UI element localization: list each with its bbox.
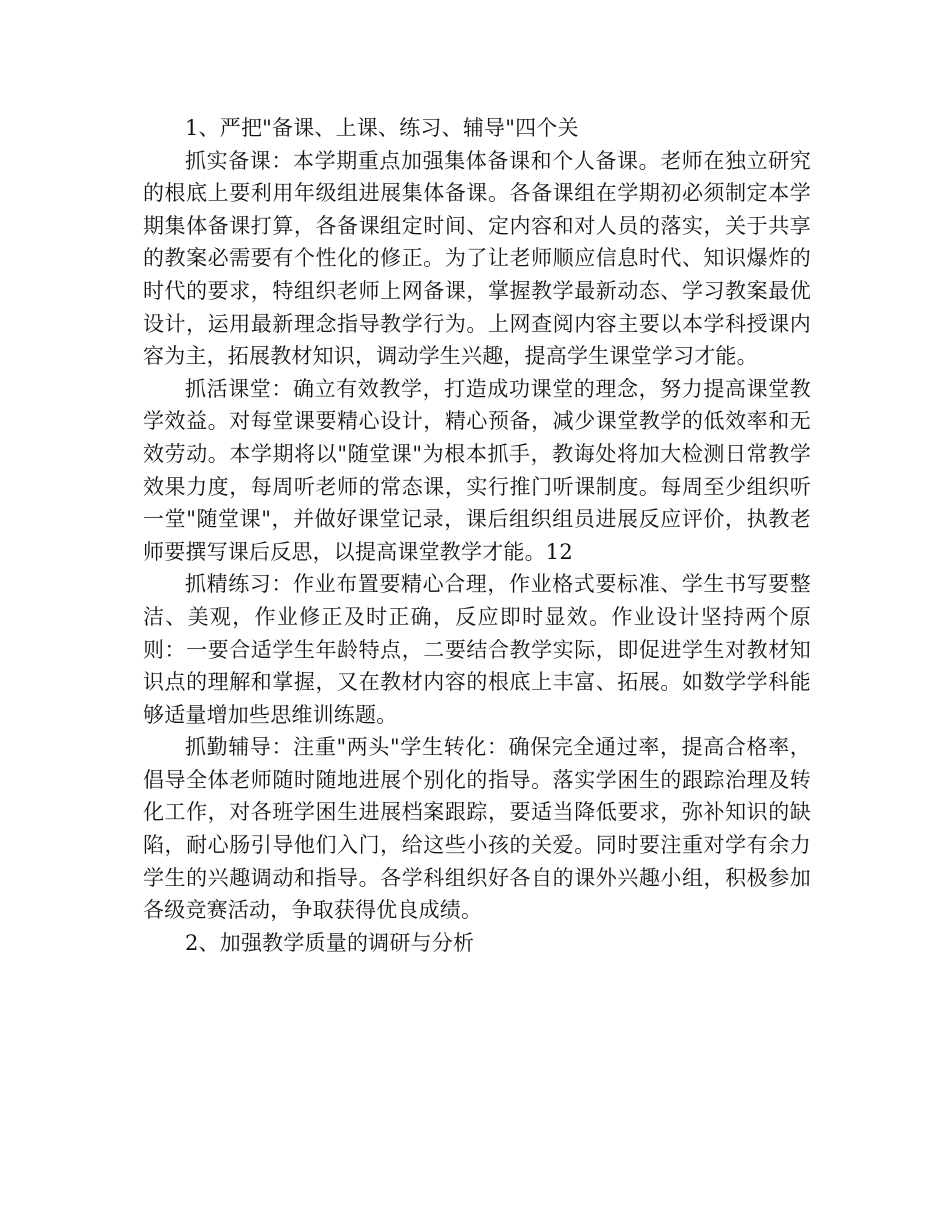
document-body [143, 112, 811, 959]
section-heading-2: 2、加强教学质量的调研与分析 [185, 930, 475, 955]
paragraph-tutoring: 抓勤辅导：注重"两头"学生转化：确保完全通过率，提高合格率，倡导全体老师随时随地进展个别化的指导。落实学困生的跟踪治理及转化工作，对各班学困生进展档案跟踪，要适当降低要求，弥补知识的缺陷，耐心肠引导他们入门，给这些小孩的关爱。同时要注重对学有余力学生的兴趣调动和指导。各学科组织好各自的课外兴趣小组，积极参加各级竞赛活动，争取获得优良成绩。 [143, 735, 811, 923]
paragraph-lesson-prep: 抓实备课：本学期重点加强集体备课和个人备课。老师在独立研究的根底上要利用年级组进展集体备课。各备课组在学期初必须制定本学期集体备课打算，各备课组定时间、定内容和对人员的落实，关于共享的教案必需要有个性化的修正。为了让老师顺应信息时代、知识爆炸的时代的要求，特组织老师上网备课，掌握教学最新动态、学习教案最优设计，运用最新理念指导教学行为。上网查阅内容主要以本学科授课内容为主，拓展教材知识，调动学生兴趣，提高学生课堂学习才能。 [143, 148, 811, 369]
paragraph-classroom: 抓活课堂：确立有效教学，打造成功课堂的理念，努力提高课堂教学效益。对每堂课要精心设计，精心预备，减少课堂教学的低效率和无效劳动。本学期将以"随堂课"为根本抓手，教诲处将加大检测日常教学效果力度，每周听老师的常态课，实行推门听课制度。每周至少组织听一堂"随堂课"，并做好课堂记录，课后组织组员进展反应评价，执教老师要撰写课后反思，以提高课堂教学才能。12 [143, 376, 811, 564]
section-heading-1: 1、严把"备课、上课、练习、辅导"四个关 [185, 116, 579, 140]
paragraph-practice: 抓精练习：作业布置要精心合理，作业格式要标准、学生书写要整洁、美观，作业修正及时正确，反应即时显效。作业设计坚持两个原则：一要合适学生年龄特点，二要结合教学实际，即促进学生对教材知识点的理解和掌握，又在教材内容的根底上丰富、拓展。如数学学科能够适量增加些思维训练题。 [143, 572, 811, 727]
